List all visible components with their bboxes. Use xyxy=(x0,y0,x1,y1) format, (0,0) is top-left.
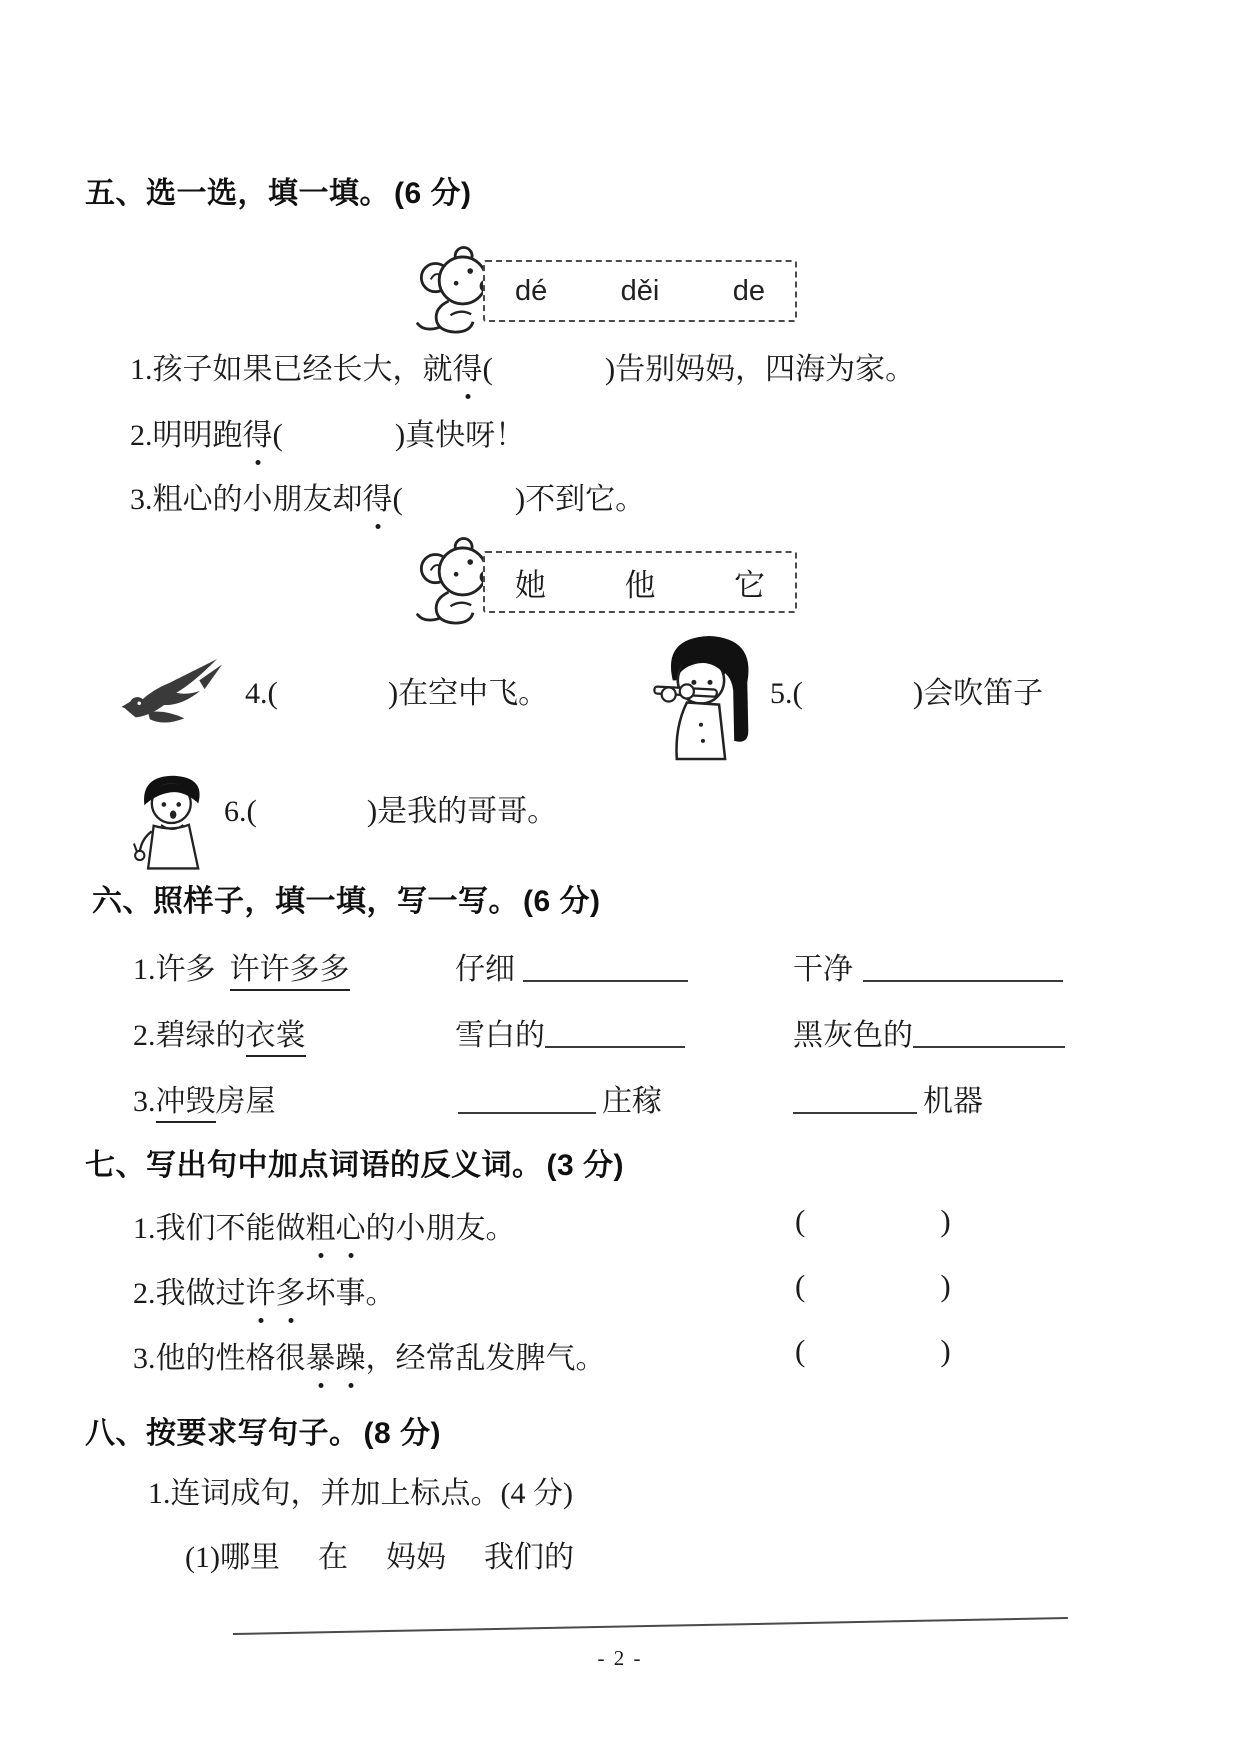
s6-row1-blank3 xyxy=(863,950,1063,982)
s6-row1-num: 1. xyxy=(133,953,156,986)
s6-row3-word2: 庄稼 xyxy=(602,1085,662,1118)
section8-title-text: 八、按要求写句子。 xyxy=(85,1417,360,1450)
s6-row3-word3: 机器 xyxy=(923,1085,983,1118)
s7-item-3 xyxy=(133,1333,606,1377)
s5-item-3-answer-blank xyxy=(393,483,526,516)
s7-item-3-dotted-word: 暴躁 xyxy=(306,1342,366,1375)
close-paren: ) xyxy=(366,793,378,828)
s5-item-2 xyxy=(130,410,525,454)
close-paren: ) xyxy=(394,417,406,452)
section8-points: (8 分) xyxy=(363,1417,441,1450)
s5-item-5 xyxy=(770,668,1043,712)
s7-item-2-answer-blank xyxy=(795,1268,951,1304)
s8-sub1 xyxy=(148,1468,573,1512)
s7-item-1-dotted-word: 粗心 xyxy=(306,1212,366,1245)
bank1-word-2: děi xyxy=(620,274,660,307)
s6-row3-col2 xyxy=(458,1076,662,1120)
s5-item-6-answer-blank xyxy=(247,795,378,828)
s6-row2-num: 2. xyxy=(133,1019,156,1052)
page-number: - 2 - xyxy=(597,1646,643,1670)
s5-item-3-dotted-word: 得 xyxy=(363,483,393,516)
s6-row1-example-answer: 许许多多 xyxy=(230,953,350,991)
s7-item-1-pre: 我们不能做 xyxy=(155,1212,306,1245)
s6-row1-col3 xyxy=(793,944,1063,988)
s7-item-3-answer-blank xyxy=(795,1333,951,1369)
section5-title-text: 五、选一选，填一填。 xyxy=(85,177,390,210)
s5-item-4-num: 4. xyxy=(245,677,268,710)
section6-title-text: 六、照样子，填一填，写一写。 xyxy=(92,885,519,918)
s5-item-5-answer-blank xyxy=(793,677,924,710)
s5-item-1-post: 告别妈妈，四海为家。 xyxy=(615,353,916,386)
s5-item-2-pre: 明明跑 xyxy=(152,419,243,452)
s5-item-1-num: 1. xyxy=(130,353,153,386)
s6-row3-example-rest: 房屋 xyxy=(215,1085,276,1118)
s5-item-6-num: 6. xyxy=(224,795,247,828)
s5-item-5-num: 5. xyxy=(770,677,793,710)
s7-item-2-post: 坏事。 xyxy=(305,1277,396,1310)
open-paren: ( xyxy=(267,675,278,710)
footer-rule xyxy=(233,1617,1068,1635)
section5-points: (6 分) xyxy=(394,177,472,210)
section7-title xyxy=(85,1140,624,1184)
s7-item-1-post: 的小朋友。 xyxy=(365,1212,516,1245)
s7-item-3-post: ，经常乱发脾气。 xyxy=(365,1342,606,1375)
bank1-word-3: de xyxy=(732,274,765,307)
s6-row1-word3: 干净 xyxy=(793,953,853,986)
s6-row1-blank2 xyxy=(523,950,688,982)
open-paren: ( xyxy=(795,1203,806,1238)
section7-points: (3 分) xyxy=(546,1149,624,1182)
s5-item-2-dotted-word: 得 xyxy=(243,419,273,452)
close-paren: ) xyxy=(940,1203,951,1238)
s6-row3-blank2 xyxy=(458,1082,596,1114)
s8-line1-word2: 在 xyxy=(317,1541,348,1574)
s5-item-6-post: 是我的哥哥。 xyxy=(377,795,558,828)
open-paren: ( xyxy=(392,481,403,516)
s6-row2-blank3 xyxy=(913,1016,1065,1048)
s5-item-2-answer-blank xyxy=(273,419,406,452)
word-bank-de xyxy=(483,260,797,322)
s8-sub1-num: 1. xyxy=(148,1477,171,1510)
bank2-word-2: 他 xyxy=(624,567,656,603)
close-paren: ) xyxy=(604,351,616,386)
s6-row3-col3 xyxy=(793,1076,983,1120)
s7-item-2-pre: 我做过 xyxy=(155,1277,246,1310)
s6-row1-col2 xyxy=(455,944,688,988)
open-paren: ( xyxy=(795,1333,806,1368)
s6-row2-word3: 黑灰色的 xyxy=(793,1019,913,1052)
s7-item-1 xyxy=(133,1203,516,1247)
s6-row2-col3 xyxy=(793,1010,1065,1054)
s7-item-2-num: 2. xyxy=(133,1277,156,1310)
s5-item-2-post: 真快呀！ xyxy=(405,419,526,452)
s5-item-1-answer-blank xyxy=(483,353,616,386)
close-paren: ) xyxy=(912,675,924,710)
s5-item-3-pre: 粗心的小朋友却 xyxy=(152,483,363,516)
s8-word-line xyxy=(185,1532,574,1576)
s6-row3-blank3 xyxy=(793,1082,917,1114)
close-paren: ) xyxy=(940,1333,951,1368)
s5-item-4-post: 在空中飞。 xyxy=(398,677,549,710)
s5-item-2-num: 2. xyxy=(130,419,153,452)
s6-row2-col2 xyxy=(455,1010,685,1054)
bank1-word-1: dé xyxy=(515,274,548,307)
open-paren: ( xyxy=(272,417,283,452)
s6-row3-example-underlined: 冲毁 xyxy=(156,1085,216,1123)
open-paren: ( xyxy=(795,1268,806,1303)
boy-icon xyxy=(133,772,217,874)
s7-item-1-answer-blank xyxy=(795,1203,951,1239)
close-paren: ) xyxy=(387,675,399,710)
s5-item-4-answer-blank xyxy=(268,677,399,710)
s5-item-1 xyxy=(130,344,915,388)
s6-row2-example-prefix: 碧绿的 xyxy=(155,1019,246,1052)
s6-row2-example-underlined: 衣裳 xyxy=(246,1019,306,1057)
open-paren: ( xyxy=(792,675,803,710)
s5-item-1-pre: 孩子如果已经长大，就 xyxy=(152,353,453,386)
bank2-word-3: 它 xyxy=(734,567,765,603)
s8-line1-label: (1) xyxy=(185,1541,220,1574)
s7-item-2-dotted-word: 许多 xyxy=(246,1277,306,1310)
s6-row3-num: 3. xyxy=(133,1085,156,1118)
s5-item-3-post: 不到它。 xyxy=(525,483,646,516)
s6-row2-word2: 雪白的 xyxy=(455,1019,545,1052)
s5-item-3-num: 3. xyxy=(130,483,153,516)
section7-title-text: 七、写出句中加点词语的反义词。 xyxy=(85,1149,543,1182)
s8-sub1-points: (4 分) xyxy=(500,1477,573,1510)
s5-item-1-dotted-word: 得 xyxy=(453,353,483,386)
s8-line1-word1: 哪里 xyxy=(219,1541,280,1574)
s5-item-3 xyxy=(130,474,645,518)
s5-item-5-post: 会吹笛子 xyxy=(923,677,1044,710)
s6-row3-example xyxy=(133,1076,276,1120)
s6-row2-blank2 xyxy=(545,1016,685,1048)
open-paren: ( xyxy=(246,793,257,828)
s5-item-6 xyxy=(224,786,557,830)
section6-points: (6 分) xyxy=(523,885,601,918)
s6-row1-word2: 仔细 xyxy=(455,953,515,986)
s6-row1-example xyxy=(133,944,350,988)
swallow-icon xyxy=(118,652,224,744)
s5-item-4 xyxy=(245,668,548,712)
word-bank-pronouns xyxy=(483,551,797,613)
close-paren: ) xyxy=(940,1268,951,1303)
open-paren: ( xyxy=(482,351,493,386)
s6-row2-example xyxy=(133,1010,306,1054)
s8-line1-word4: 我们的 xyxy=(483,1541,574,1574)
section6-title xyxy=(92,876,601,920)
s7-item-3-num: 3. xyxy=(133,1342,156,1375)
close-paren: ) xyxy=(514,481,526,516)
s7-item-2 xyxy=(133,1268,396,1312)
section8-title xyxy=(85,1408,441,1452)
s8-line1-word3: 妈妈 xyxy=(385,1541,446,1574)
s8-sub1-text: 连词成句，并加上标点。 xyxy=(170,1477,501,1510)
s7-item-1-num: 1. xyxy=(133,1212,156,1245)
s7-item-3-pre: 他的性格很 xyxy=(155,1342,306,1375)
girl-flute-icon xyxy=(652,628,764,764)
s6-row1-example-word: 许多 xyxy=(155,953,216,986)
bank2-word-1: 她 xyxy=(515,567,546,603)
section5-title xyxy=(85,168,472,212)
